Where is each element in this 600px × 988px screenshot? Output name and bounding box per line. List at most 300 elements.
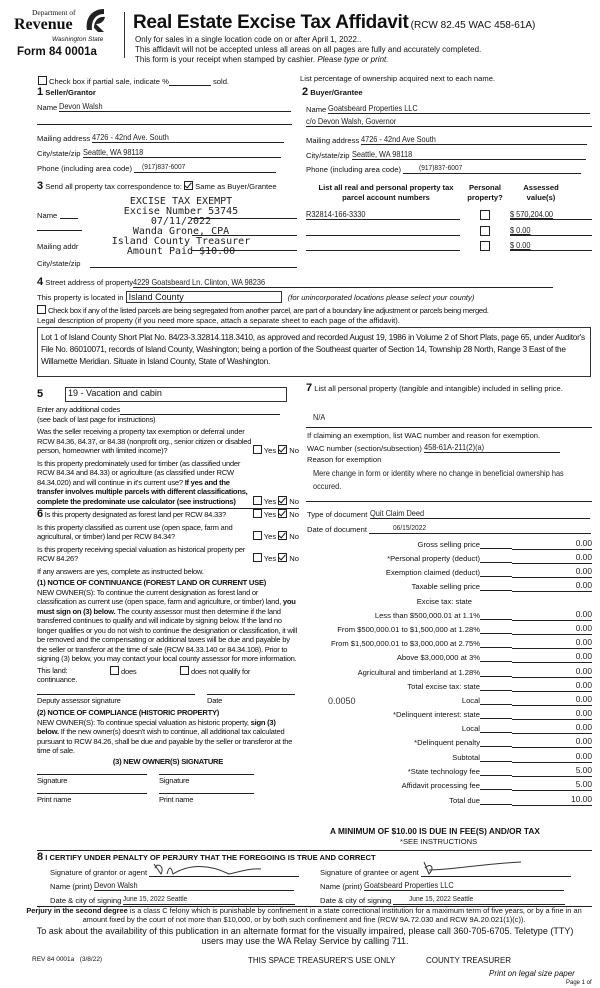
forest-answer xyxy=(253,509,299,520)
parcel-number: R32814-166-3330 xyxy=(306,209,366,219)
see-instructions: *SEE INSTRUCTIONS xyxy=(400,837,478,846)
personal-col-header: Personal property? xyxy=(467,183,503,202)
county-select[interactable]: Island County xyxy=(126,291,282,303)
partial-sale-checkbox[interactable] xyxy=(38,76,47,85)
buyer-name2: c/o Devon Walsh, Governor xyxy=(306,116,397,126)
list-percentage-note: List percentage of ownership acquired next to each name. xyxy=(300,74,496,83)
grantee-signature-field[interactable] xyxy=(320,866,571,877)
tax-label: Affidavit processing fee xyxy=(401,781,480,790)
yes-label: Yes xyxy=(263,446,277,455)
leader-line xyxy=(480,690,512,691)
section-4-number: 4 xyxy=(37,276,44,288)
divider xyxy=(306,501,592,502)
tax-label: Gross selling price xyxy=(417,540,480,549)
logo-revenue: Revenue xyxy=(14,16,73,33)
tax-value[interactable]: 0.00 xyxy=(512,722,592,734)
section-2-number: 2 xyxy=(302,86,309,98)
located-in xyxy=(37,291,474,303)
leader-line xyxy=(480,804,512,805)
use-code-select[interactable]: 19 - Vacation and cabin xyxy=(65,387,287,402)
grantee-name-field[interactable] xyxy=(320,880,564,891)
buyer-city-field[interactable] xyxy=(306,149,586,160)
tax-row xyxy=(300,751,592,765)
no-label: No xyxy=(289,532,299,541)
header-line-3 xyxy=(135,55,388,64)
seller-city-field[interactable] xyxy=(37,147,281,158)
assessed-value-field[interactable] xyxy=(510,209,592,220)
reason-text[interactable]: Mere change in form or identity where no change in beneficial ownership has occured. xyxy=(313,468,564,491)
tax-row xyxy=(300,736,592,750)
personal-property-checkbox[interactable] xyxy=(480,226,490,236)
label: Date & city of signing xyxy=(50,896,122,905)
exemption-row xyxy=(37,427,299,456)
partial-sold: sold. xyxy=(213,77,230,86)
seller-phone-field[interactable] xyxy=(37,162,276,173)
label: Mailing address xyxy=(306,136,360,145)
no-checkbox[interactable] xyxy=(278,496,287,505)
n1-b: you must sign on (3) below. xyxy=(37,597,296,616)
historical-question: Is this property receiving special valuation as historical property per RCW 84.26? xyxy=(37,544,246,563)
tax-value[interactable]: 0.00 xyxy=(512,694,592,706)
n1-c: The county assessor must then determine if the land transferred continues to qualify and will indicate by signing below. If the land no longer qualifies or you do not wish to continue the designation or classification, it will be removed and the compensating or additional taxes will be due and payable by the seller or transferor at the time of sale (RCW 84.33.140 or 84.34.108). Prior to signing (3) below, you may contact your local county assessor for more information. xyxy=(37,606,297,663)
signature-label: Signature xyxy=(159,776,190,785)
no-checkbox[interactable] xyxy=(278,445,287,454)
forest-row xyxy=(37,510,299,520)
street-address: 4229 Goatsbeard Ln. Clinton, WA 98236 xyxy=(133,277,266,287)
deputy-signature-line[interactable] xyxy=(37,694,195,706)
tax-label: Subtotal xyxy=(452,753,480,762)
signature-line[interactable] xyxy=(159,774,254,786)
buyer-name-field[interactable] xyxy=(306,103,590,114)
no-checkbox[interactable] xyxy=(278,509,287,518)
tax-row xyxy=(300,694,592,708)
partial-percent-field[interactable] xyxy=(169,77,211,86)
title-rcw: (RCW 82.45 WAC 458-61A) xyxy=(410,20,536,31)
grantor-signature-field[interactable] xyxy=(50,866,299,877)
wac-number: 458-61A-211(2)(a) xyxy=(424,442,485,452)
logo-state: Washington State xyxy=(52,36,104,43)
tax-label: Total excise tax: state xyxy=(407,682,480,691)
tax-row xyxy=(300,637,592,651)
corr-line xyxy=(37,230,82,231)
buyer-mail: 4726 - 42nd Ave South xyxy=(361,134,437,144)
tax-row xyxy=(300,609,592,623)
forest-text: Is this property designated as forest land per RCW 84.33? xyxy=(44,510,226,519)
buyer-name: Goatsbeard Properties LLC xyxy=(328,103,419,113)
print-name-line[interactable] xyxy=(37,793,147,805)
this-land-row xyxy=(37,666,299,676)
perjury-notice xyxy=(14,907,594,924)
tax-row xyxy=(300,623,592,637)
tax-value[interactable]: 5.00 xyxy=(512,765,592,777)
deputy-label: Deputy assessor signature xyxy=(37,695,121,705)
partial-sale xyxy=(38,76,229,86)
tax-label: *State technology fee xyxy=(407,767,480,776)
leader-line xyxy=(480,732,512,733)
no-checkbox[interactable] xyxy=(278,553,287,562)
buyer-phone-field[interactable] xyxy=(306,163,581,174)
parcel-number-field[interactable] xyxy=(306,209,460,220)
label: Mailing address xyxy=(37,134,91,143)
page-title: Real Estate Excise Tax Affidavit xyxy=(133,12,409,33)
tax-value[interactable]: 0.00 xyxy=(512,680,592,692)
tax-row xyxy=(300,580,592,594)
personal-property-checkbox[interactable] xyxy=(480,210,490,220)
tax-row xyxy=(300,566,592,580)
local-rate: 0.0050 xyxy=(328,696,356,706)
partial-label: Check box if partial sale, indicate % xyxy=(49,77,169,86)
tax-value[interactable]: 0.00 xyxy=(512,580,592,592)
leader-line xyxy=(480,619,512,620)
left-column xyxy=(37,405,299,804)
buyer-title: Buyer/Grantee xyxy=(310,88,363,97)
assessed-value-field[interactable] xyxy=(510,240,592,251)
exemption-label: If claiming an exemption, list WAC number and reason for exemption. xyxy=(307,431,541,440)
stamp-line: Excise Number 53745 xyxy=(123,206,239,217)
seller-mail-field[interactable] xyxy=(37,132,284,143)
logo-mark-icon xyxy=(82,6,108,34)
signature-label: Signature xyxy=(37,776,68,785)
stamp-line: Wanda Grone, CPA xyxy=(132,226,230,237)
tax-label: Taxable selling price xyxy=(411,582,480,591)
continuance-label: continuance. xyxy=(37,675,78,684)
label: Phone (including area code) xyxy=(306,165,401,174)
seller-name: Devon Walsh xyxy=(59,101,103,111)
corr-city-label: City/state/zip xyxy=(37,259,81,268)
new-owner-signature-title: (3) NEW OWNER(S) SIGNATURE xyxy=(112,756,224,766)
perjury-text: is a class C felony which is punishable by confinement in a state correctional institution for a maximum term of five years, or by a fine in an amount fixed by the court of not more than $10,000, or by both such confinement and fine (RCW 9A.72.030 and RCW 9A.20.021(1)(c)). xyxy=(82,906,582,924)
tax-row xyxy=(300,794,592,808)
tax-row xyxy=(300,722,592,736)
buyer-mail-field[interactable] xyxy=(306,134,587,145)
treasurer-stamp xyxy=(86,197,276,257)
county-note: (for unincorporated locations please select your county) xyxy=(287,293,475,302)
historical-row xyxy=(37,545,299,564)
exemption-answer xyxy=(253,445,299,456)
does-checkbox[interactable] xyxy=(110,666,119,675)
leader-line xyxy=(480,590,512,591)
tax-value[interactable]: 10.00 xyxy=(512,794,592,806)
doc-date: 06/15/2022 xyxy=(393,523,427,532)
does-not-label: does not qualify for xyxy=(191,666,251,676)
tax-value[interactable]: 0.00 xyxy=(512,538,592,550)
assessed-value: $ 0.00 xyxy=(510,240,531,250)
timber-bold: If yes and the transfer involves multiple parcels with different classifications, complete the predominate use calculator (see instructions) xyxy=(37,477,248,506)
label: City/state/zip xyxy=(306,151,350,160)
tax-row xyxy=(300,538,592,552)
date-label: Date xyxy=(207,695,223,705)
leader-line xyxy=(480,576,512,577)
tax-row xyxy=(300,708,592,722)
segregated-checkbox[interactable] xyxy=(37,305,46,314)
notice-continuance-title: (1) NOTICE OF CONTINUANCE (FOREST LAND OR CURRENT USE) xyxy=(37,578,267,587)
assessed-value-field[interactable] xyxy=(510,225,592,236)
print-name-line[interactable] xyxy=(159,793,254,805)
buyer-name2-field[interactable] xyxy=(306,116,592,127)
doc-date-field[interactable] xyxy=(307,523,591,534)
additional-codes-field[interactable] xyxy=(37,405,299,415)
this-land-label: This land: xyxy=(37,665,68,675)
parcel-row xyxy=(306,240,592,252)
deputy-row xyxy=(37,694,299,706)
tax-row xyxy=(300,765,592,779)
yes-checkbox[interactable] xyxy=(253,531,262,540)
tax-row xyxy=(300,595,592,609)
n2-b: sign (3) below. xyxy=(37,717,276,736)
leader-line xyxy=(480,562,512,563)
yes-label: Yes xyxy=(263,554,277,563)
doc-type: Quit Claim Deed xyxy=(369,508,424,518)
s7-text: List all personal property (tangible and intangible) included in selling price. xyxy=(314,384,563,393)
label: Name (print) xyxy=(50,882,93,891)
personal-property-value[interactable]: N/A xyxy=(313,412,326,422)
header-line-2: This affidavit will not be accepted unless all areas on all pages are fully and accurately completed. xyxy=(135,45,482,54)
street-address-field[interactable] xyxy=(37,276,553,288)
tax-row xyxy=(300,779,592,793)
if-yes-note: If any answers are yes, complete as instructed below. xyxy=(37,566,204,576)
tax-value[interactable]: 0.00 xyxy=(512,552,592,564)
label: Signature of grantee or agent xyxy=(320,868,419,877)
label: Date of document xyxy=(307,525,367,534)
label: Name (print) xyxy=(320,882,363,891)
tax-value[interactable]: 0.00 xyxy=(512,666,592,678)
seller-blank-line xyxy=(37,124,292,125)
leader-line xyxy=(480,761,512,762)
label: Name xyxy=(37,103,58,112)
leader-line xyxy=(480,548,512,549)
no-label: No xyxy=(289,510,299,519)
legal-paper-note: Print on legal size paper xyxy=(489,969,575,978)
no-label: No xyxy=(289,554,299,563)
tax-label: Local xyxy=(461,724,480,733)
dor-logo xyxy=(14,8,106,48)
title-row xyxy=(133,12,535,34)
header-line-1: Only for sales in a single location code on or after April 1, 2022.. xyxy=(135,35,362,44)
tax-value[interactable]: 0.00 xyxy=(512,609,592,621)
section-1-number: 1 xyxy=(37,86,44,98)
treasurer-use: THIS SPACE TREASURER'S USE ONLY xyxy=(248,956,396,965)
grantor-name: Devon Walsh xyxy=(94,880,138,890)
tax-label: Less than $500,000.01 at 1.1% xyxy=(374,611,480,620)
type-print-note: Please type or print. xyxy=(317,55,389,64)
tax-row xyxy=(300,651,592,665)
grantor-signature-icon xyxy=(149,860,269,876)
section-3-number: 3 xyxy=(37,180,44,192)
yes-label: Yes xyxy=(263,510,277,519)
label: Enter any additional codes xyxy=(37,405,120,414)
rev-number: REV 84 0001a (3/8/22) xyxy=(32,956,103,963)
tax-row xyxy=(300,680,592,694)
label: City/state/zip xyxy=(37,149,81,158)
tax-label: Exemption claimed (deduct) xyxy=(385,568,480,577)
tax-value[interactable]: 0.00 xyxy=(512,637,592,649)
assessed-value: $ 0.00 xyxy=(510,224,531,235)
tax-label: From $500,000.01 to $1,500,000 at 1.28% xyxy=(337,625,480,634)
stamp-line: Amount Paid $10.00 xyxy=(126,246,236,257)
parcel-row xyxy=(306,225,592,237)
notice-compliance-title: (2) NOTICE OF COMPLIANCE (HISTORIC PROPERTY) xyxy=(37,708,220,717)
label: Name xyxy=(306,105,327,114)
n2-c: If the new owner(s) doesn't wish to continue, all additional tax calculated pursuant to RCW 84.26, shall be due and payable by the seller or transferor at the time of sale. xyxy=(37,727,293,755)
notice-continuance-text xyxy=(37,588,299,664)
grantee-name: Goatsbeard Properties LLC xyxy=(364,880,455,890)
label: Type of document xyxy=(307,510,368,519)
doc-type-field[interactable] xyxy=(307,508,590,519)
divider xyxy=(306,427,592,428)
leader-line xyxy=(480,718,512,719)
n1-a: NEW OWNER(S): To continue the current designation as forest land or classification as current use (open space, farm and agriculture, or timber) land, xyxy=(37,587,281,606)
does-not-checkbox[interactable] xyxy=(180,666,189,675)
codes-note: (see back of last page for instructions) xyxy=(37,414,156,424)
no-label: No xyxy=(289,496,299,506)
personal-property-heading xyxy=(306,383,591,394)
parcel-number-field[interactable] xyxy=(306,225,460,236)
corr-name-label: Name xyxy=(37,211,58,220)
print-name-label: Print name xyxy=(159,794,194,804)
minimum-due-note: A MINIMUM OF $10.00 IS DUE IN FEE(S) AND/OR TAX xyxy=(330,826,540,836)
seller-city: Seattle, WA 98118 xyxy=(82,147,143,157)
legal-description-box[interactable]: Lot 1 of Island County Short Plat No. 84/23-3.32814.118.3410, as approved and recorded August 19, 1986 in Volume 2 of Short Plats, page 65, under Auditor's File No. 86010071, records of Island County, Washington; being a portion of the Southeast quarter of Section 14, Township 28 North, Range 3 East of the Willamette Meridian. Situate in Island County, State of Washington. xyxy=(37,327,591,377)
grantor-date: June 15, 2022 Seattle xyxy=(123,894,188,903)
leader-line xyxy=(480,633,512,634)
stamp-line: EXCISE TAX EXEMPT xyxy=(129,196,233,207)
label: Street address of property xyxy=(45,278,134,287)
tax-value[interactable]: 0.00 xyxy=(512,623,592,635)
signature-line[interactable] xyxy=(37,774,147,786)
grantor-date-field[interactable] xyxy=(50,894,295,905)
section-7-number: 7 xyxy=(306,382,313,394)
yes-checkbox[interactable] xyxy=(253,445,262,454)
reason-label: Reason for exemption xyxy=(307,455,382,464)
leader-line xyxy=(480,789,512,790)
signature-row xyxy=(37,774,299,786)
correspondence-text: Send all property tax correspondence to: xyxy=(45,182,183,191)
segregated-row xyxy=(37,305,489,315)
perjury-bold: Perjury in the second degree xyxy=(26,906,128,915)
n2-a: NEW OWNER(S): To continue special valuation as historic property, xyxy=(37,717,249,727)
deputy-date-line[interactable] xyxy=(207,694,295,706)
receipt-note: This form is your receipt when stamped by cashier. xyxy=(135,55,316,64)
tax-label: Total due xyxy=(449,796,480,805)
current-use-answer xyxy=(253,531,299,542)
accessibility-notice: To ask about the availability of this publication in an alternate format for the visually impaired, please call 360-705-6705. Teletype (TTY) users may use the WA Relay Service by calling 711. xyxy=(36,926,574,946)
print-name-label: Print name xyxy=(37,794,72,804)
label: Signature of grantor or agent xyxy=(50,868,148,877)
timber-answer xyxy=(253,496,299,507)
tax-value[interactable]: 0.00 xyxy=(512,736,592,748)
yes-checkbox[interactable] xyxy=(253,496,262,505)
corr-mail-label: Mailing addr xyxy=(37,242,79,251)
seller-title: Seller/Grantor xyxy=(45,88,96,97)
tax-value[interactable]: 0.00 xyxy=(512,708,592,720)
grantor-name-field[interactable] xyxy=(50,880,294,891)
assessed-value: $ 570,204.00 xyxy=(510,209,554,219)
grantee-date: June 15, 2022 Seattle xyxy=(409,894,474,903)
tax-label: Excise tax: state xyxy=(416,597,472,606)
section-5-number: 5 xyxy=(37,388,44,400)
label: WAC number (section/subsection) xyxy=(307,444,422,453)
legal-label: Legal description of property (if you need more space, attach a separate sheet to each page of the affidavit). xyxy=(37,316,400,325)
print-name-row xyxy=(37,793,299,805)
tax-label: From $1,500,000.01 to $3,000,000 at 2.75% xyxy=(330,639,480,648)
timber-row xyxy=(37,459,299,507)
timber-text: Is this property predominately used for timber (as classified under RCW 84.34 and 84.33) or agriculture (as classified under RCW 84.34.020) and will continue in it's current use? xyxy=(37,458,241,487)
tax-value[interactable]: 0.00 xyxy=(512,566,592,578)
tax-label: *Delinquent penalty xyxy=(414,738,480,747)
timber-question xyxy=(37,459,252,507)
leader-line xyxy=(480,676,512,677)
does-label: does xyxy=(121,666,137,676)
form-number: Form 84 0001a xyxy=(17,46,97,58)
forest-question xyxy=(37,510,252,520)
grantee-signature-icon xyxy=(421,860,531,876)
seller-phone: (917)837-6007 xyxy=(142,162,186,171)
tax-row xyxy=(300,552,592,566)
stamp-line: Island County Treasurer xyxy=(111,236,251,247)
label: Phone (including area code) xyxy=(37,164,132,173)
leader-line xyxy=(480,661,512,662)
logo-dept: Department of xyxy=(32,8,76,17)
current-use-question: Is this property classified as current use (open space, farm and agricultural, or timber) land per RCW 84.34? xyxy=(37,522,233,541)
tax-label: *Personal property (deduct) xyxy=(387,554,480,563)
grantee-date-field[interactable] xyxy=(320,894,565,905)
tax-label: Agricultural and timberland at 1.28% xyxy=(357,668,480,677)
corr-line xyxy=(90,267,297,268)
seller-name-field[interactable] xyxy=(37,101,291,112)
tax-value[interactable]: 0.00 xyxy=(512,751,592,763)
county-treasurer: COUNTY TREASURER xyxy=(426,956,512,965)
tax-row xyxy=(300,666,592,680)
notice-compliance-text xyxy=(37,718,299,756)
tax-label: Local xyxy=(461,696,480,705)
header-divider xyxy=(124,12,125,58)
segregated-label: Check box if any of the listed parcels are being segregated from another parcel, are part of a boundary line adjustment or parcels being merged. xyxy=(48,306,489,315)
correspondence-heading xyxy=(37,180,277,192)
no-label: No xyxy=(289,446,299,455)
tax-value[interactable]: 5.00 xyxy=(512,779,592,791)
stamp-line: 07/11/2022 xyxy=(150,216,212,227)
yes-checkbox[interactable] xyxy=(253,509,262,518)
buyer-heading xyxy=(302,86,363,98)
yes-checkbox[interactable] xyxy=(253,553,262,562)
tax-value[interactable]: 0.00 xyxy=(512,651,592,663)
current-use-row xyxy=(37,523,299,542)
personal-property-checkbox[interactable] xyxy=(480,241,490,251)
seller-heading xyxy=(37,86,96,98)
no-checkbox[interactable] xyxy=(278,531,287,540)
parcel-row xyxy=(306,209,592,221)
leader-line xyxy=(480,746,512,747)
exemption-question: Was the seller receiving a property tax exemption or deferral under RCW 84.36, 84.37, or 84.38 (nonprofit org., senior citizen or disabled person, homeowner with limited income)? xyxy=(37,427,252,455)
buyer-phone: (917)837-6007 xyxy=(419,163,463,172)
certify-text: I CERTIFY UNDER PENALTY OF PERJURY THAT THE FOREGOING IS TRUE AND CORRECT xyxy=(45,853,376,862)
label: This property is located in xyxy=(37,293,124,302)
parcel-col-header: List all real and personal property tax parcel account numbers xyxy=(318,183,454,202)
same-as-buyer-checkbox[interactable] xyxy=(184,181,193,190)
section-6-number: 6 xyxy=(37,508,43,520)
corr-line xyxy=(60,218,78,219)
section-8-number: 8 xyxy=(37,851,44,863)
historical-answer xyxy=(253,553,299,564)
parcel-number-field[interactable] xyxy=(306,240,460,251)
seller-mail: 4726 - 42nd Ave. South xyxy=(92,132,170,142)
tax-label: *Delinquent interest: state xyxy=(393,710,480,719)
wac-field[interactable] xyxy=(307,442,560,453)
tax-label: Above $3,000,000 at 3% xyxy=(396,653,480,662)
page-number: Page 1 of xyxy=(566,980,592,986)
assessed-col-header: Assessed value(s) xyxy=(523,183,559,202)
leader-line xyxy=(480,775,512,776)
